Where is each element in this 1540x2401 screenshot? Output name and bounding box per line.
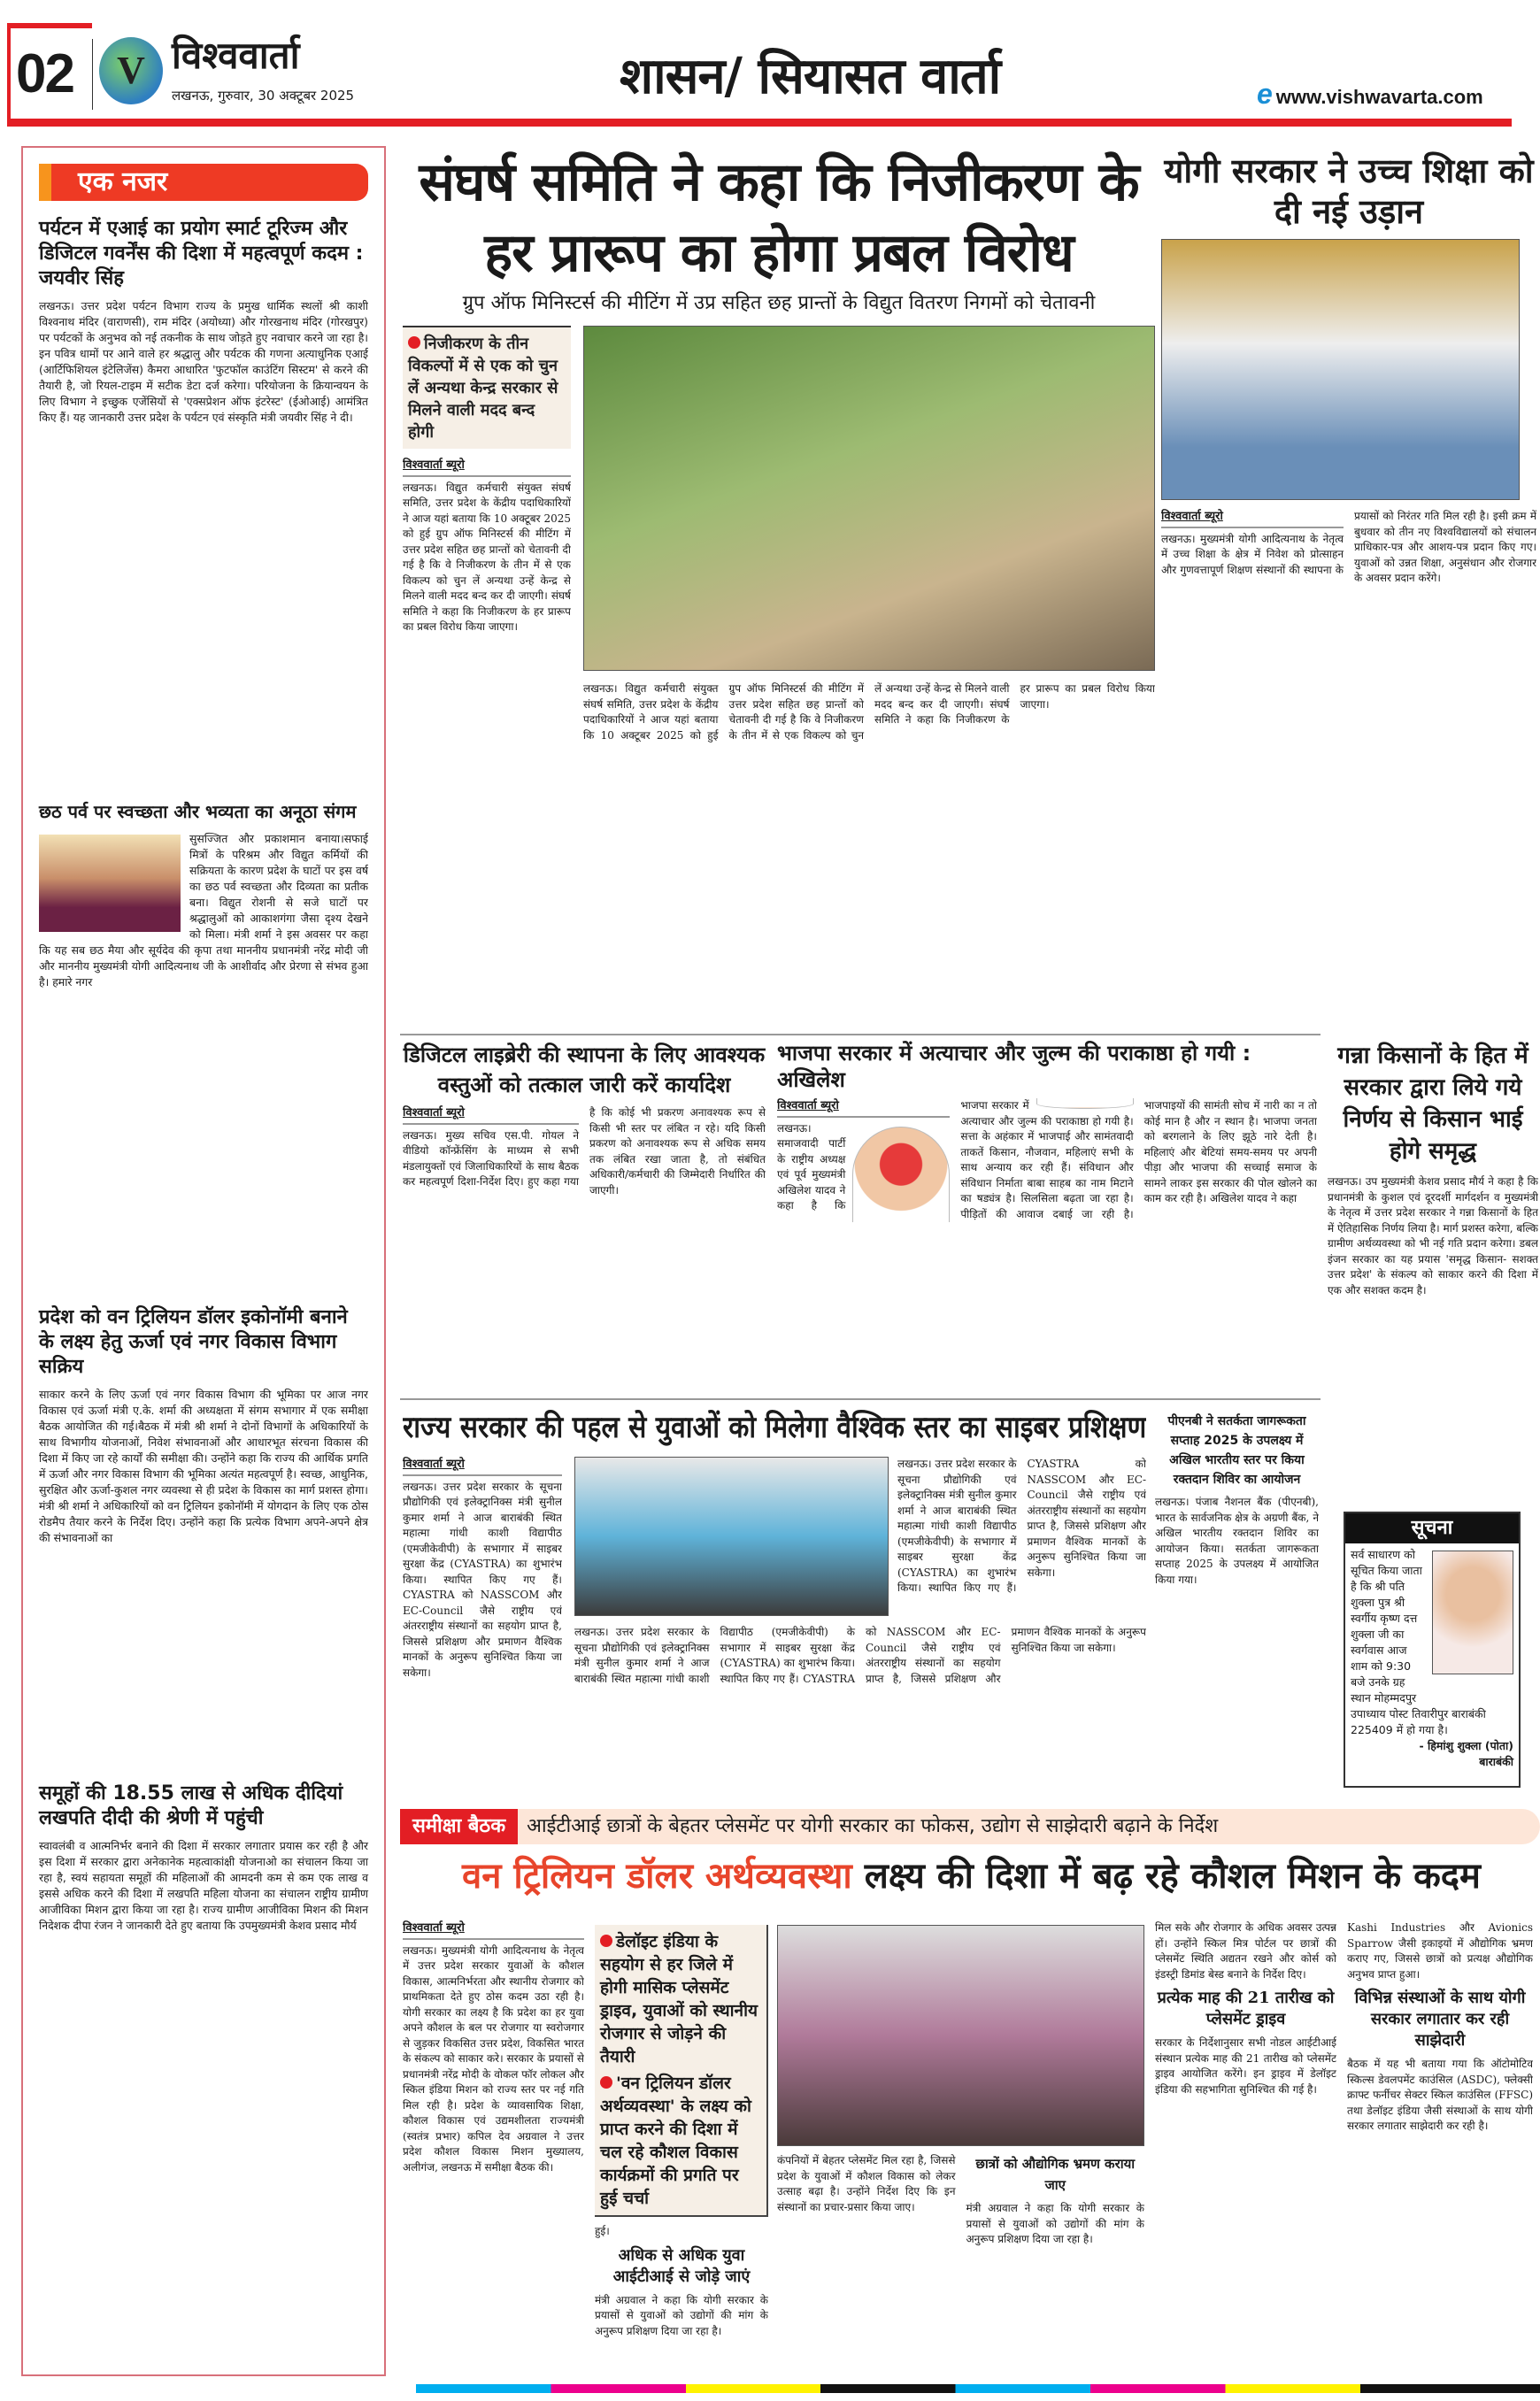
bullet-icon	[600, 2076, 612, 2089]
browser-e-icon: e	[1257, 78, 1273, 110]
article-body: लखनऊ। पंजाब नैशनल बैंक (पीएनबी), भारत के सार्वजनिक क्षेत्र के अग्रणी बैंक, ने अखिल भारतीय रक्तदान शिविर का आयोजन किया। सतर्कता जागरूकता सप्ताह 2025 के उपलक्ष्य में आयोजित किया गया।	[1155, 1496, 1319, 1586]
article-body: लखनऊ। उत्तर प्रदेश पर्यटन विभाग राज्य के प्रमुख धार्मिक स्थलों श्री काशी विश्वनाथ मंदिर (वाराणसी), राम मंदिर (अयोध्या) और गोरखनाथ मंदिर (गोरखपुर) पर पर्यटकों के अनुभव को नई तकनीक के साथ जोड़ते हुए नवाचार करने जा रहा है। इन पवित्र धामों पर आने वाले हर श्रद्धालु और पर्यटक की गणना अत्याधुनिक एआई (आर्टिफिशियल इंटेलिजेंस) कैमरा आधारित 'फुटफॉल काउंटिंग सिस्टम' से करने की तैयारी है, जो रियल-टाइम में सटीक डेटा दर्ज करेगा। परियोजना के क्रियान्वयन के लिए विभाग ने इच्छुक एजेंसियों से 'एक्सप्रेशन ऑफ इंटरेस्ट' (ईओआई) आमंत्रित किए हैं। यह जानकारी उत्तर प्रदेश के पर्यटन एवं संस्कृति मंत्री जयवीर सिंह ने दी।	[39, 299, 368, 424]
notice-place: बाराबंकी	[1479, 1755, 1513, 1768]
byline: विश्ववार्ता ब्यूरो	[403, 1457, 562, 1476]
yogi-story	[1161, 509, 1536, 1030]
subheading: अधिक से अधिक युवा आईटीआई से जोड़े जाएं	[612, 2245, 751, 2286]
article-body: लखनऊ। मुख्य सचिव एस.पी. गोयल ने वीडियो कॉन्फ्रेंसिंग के माध्यम से सभी मंडलायुक्तों एवं जिलाधिकारियों के साथ बैठक कर महत्वपूर्ण दिशा-निर्देश दिए। हुए कहा गया है कि कोई भी प्रकरण अनावश्यक रूप से किसी भी स्तर पर लंबित न रहे। यदि किसी प्रकरण को अनावश्यक रूप से अधिक समय तक लंबित रखा जाता है, तो संबंधित अधिकारी/कर्मचारी की जिम्मेदारी निर्धारित की जाएगी।	[403, 1106, 766, 1197]
logo-globe-icon: V	[99, 37, 163, 104]
article-body: हुई।	[595, 2225, 610, 2237]
ceremony-photo	[1161, 239, 1520, 500]
article-headline: पर्यटन में एआई का प्रयोग स्मार्ट टूरिज्म और डिजिटल गवर्नेंस की दिशा में महत्वपूर्ण कदम : जयवीर सिंह	[39, 218, 364, 289]
ek-nazar-column	[21, 146, 386, 2376]
byline: विश्ववार्ता ब्यूरो	[777, 1098, 950, 1118]
article-body: Kashi Industries और Avionics Sparrow जैसी इकाइयों में औद्योगिक भ्रमण कराए गए, जिससे छात्रों को प्रत्यक्ष औद्योगिक अनुभव प्राप्त हुआ।	[1347, 1921, 1533, 1981]
banner-text: आईटीआई छात्रों के बेहतर प्लेसमेंट पर योगी सरकार का फोकस, उद्योग से साझेदारी बढ़ाने के निर्देश	[527, 1815, 1219, 1837]
cyber-story-side	[897, 1457, 1146, 1616]
subheading: विभिन्न संस्थाओं के साथ योगी सरकार लगातार कर रही साझेदारी	[1354, 1989, 1526, 2050]
ek-nazar-tag: एक नजर	[39, 164, 368, 201]
ganna-story-block	[1328, 1040, 1538, 1504]
divider	[400, 1034, 1321, 1035]
main-headline: संघर्ष समिति ने कहा कि निजीकरण के हर प्रारूप का होगा प्रबल विरोध	[419, 151, 1139, 284]
notice-signature: - हिमांशु शुक्ला (पोता)	[1419, 1739, 1513, 1752]
yogi-headline: योगी सरकार ने उच्च शिक्षा को दी नई उड़ान	[1164, 151, 1534, 231]
bullet-icon	[408, 336, 420, 349]
main-story-col	[403, 458, 571, 1030]
akhilesh-headline: भाजपा सरकार में अत्याचार और जुल्म की पराकाष्ठा हो गयी : अखिलेश	[777, 1041, 1251, 1092]
article-body: लखनऊ। उत्तर प्रदेश सरकार के सूचना प्रौद्योगिकी एवं इलेक्ट्रानिक्स मंत्री सुनील कुमार शर्मा ने आज बाराबंकी स्थित महात्मा गांधी काशी विद्यापीठ (एमजीकेवीपी) के सभागार में साइबर सुरक्षा केंद्र (CYASTRA) का शुभारंभ किया। स्थापित किए गए हैं। CYASTRA को NASSCOM और EC-Council जैसे राष्ट्रीय एवं अंतरराष्ट्रीय संस्थानों का सहयोग प्राप्त है, जिससे प्रशिक्षण और प्रमाणन वैश्विक मानकों के अनुरूप सुनिश्चित किया जा सकेगा।	[403, 1480, 562, 1679]
article-body: सुसज्जित और प्रकाशमान बनाया।सफाई मित्रों के परिश्रम और विद्युत कर्मियों की सक्रियता के कारण प्रदेश के घाटों पर इस वर्ष का छठ पर्व स्वच्छता और दिव्यता का प्रतीक बना। विद्युत रोशनी से सजे घाटों पर श्रद्धालुओं को आकाशगंगा जैसा दृश्य देखने को मिला। मंत्री शर्मा ने इस अवसर पर कहा कि यह सब छठ मैया और सूर्यदेव की कृपा तथा माननीय प्रधानमंत्री नरेंद्र मोदी जी और माननीय मुख्यमंत्री योगी आदित्यनाथ जी के आशीर्वाद और प्रेरणा से संभव हुआ है। हमारे नगर	[39, 832, 368, 989]
header-red-bar	[7, 119, 1512, 127]
library-headline: डिजिटल लाइब्रेरी की स्थापना के लिए आवश्यक वस्तुओं को तत्काल जारी करें कार्यादेश	[403, 1043, 766, 1097]
byline: विश्ववार्ता ब्यूरो	[403, 1105, 579, 1125]
notice-body: उपाध्याय पोस्ट तिवारीपुर बाराबंकी 225409 में हो गया है।	[1351, 1707, 1486, 1736]
article-body: लखनऊ। उत्तर प्रदेश सरकार के सूचना प्रौद्योगिकी एवं इलेक्ट्रानिक्स मंत्री सुनील कुमार शर्मा ने आज बाराबंकी स्थित महात्मा गांधी काशी विद्यापीठ (एमजीकेवीपी) के सभागार में साइबर सुरक्षा केंद्र (CYASTRA) का शुभारंभ किया। स्थापित किए गए हैं। CYASTRA को NASSCOM और EC-Council जैसे राष्ट्रीय एवं अंतरराष्ट्रीय संस्थानों का सहयोग प्राप्त है, जिससे प्रशिक्षण और प्रमाणन वैश्विक मानकों के अनुरूप सुनिश्चित किया जा सकेगा।	[574, 1626, 1146, 1685]
pull-quote-text: डेलॉइट इंडिया के सहयोग से हर जिले में होगी मासिक प्लेसमेंट ड्राइव, युवाओं को स्थानीय रोजगार से जोड़ने की तैयारी	[600, 1932, 758, 2066]
divider	[92, 39, 93, 110]
article-headline: छठ पर्व पर स्वच्छता और भव्यता का अनूठा संगम	[39, 801, 357, 822]
pull-quote-text: 'वन ट्रिलियन डॉलर अर्थव्यवस्था' के लक्ष्य को प्राप्त करने की दिशा में चल रहे कौशल विकास कार्यक्रमों की प्रगति पर हुई चर्चा	[600, 2074, 751, 2208]
main-subheadline: ग्रुप ऑफ मिनिस्टर्स की मीटिंग में उप्र सहित छह प्रान्तों के विद्युत वितरण निगमों को चेतावनी	[462, 292, 1096, 314]
header-frame	[7, 23, 14, 122]
article-body: कंपनियों में बेहतर प्लेसमेंट मिल रहा है, जिससे प्रदेश के युवाओं में कौशल विकास को लेकर उत्साह बढ़ा है। उन्होंने निर्देश दिए कि इन संस्थानों का प्रचार-प्रसार किया जाए।	[777, 2154, 956, 2213]
skill-story-col2	[595, 2224, 768, 2381]
byline: विश्ववार्ता ब्यूरो	[403, 458, 571, 477]
cyber-story-cols	[574, 1625, 1146, 1801]
article-body: लखनऊ। विद्युत कर्मचारी संयुक्त संघर्ष समिति, उत्तर प्रदेश के केंद्रीय पदाधिकारियों ने आज यहां बताया कि 10 अक्टूबर 2025 को हुई ग्रुप ऑफ मिनिस्टर्स की मीटिंग में उत्तर प्रदेश सहित छह प्रान्तों को चेतावनी दी गई है कि वे निजीकरण के तीन में से एक विकल्प को चुन लें अन्यथा उन्हें केन्द्र से मिलने वाली मदद बन्द कर दी जाएगी। संघर्ष समिति ने कहा कि निजीकरण के हर प्रारूप का प्रबल विरोध किया जाएगा।	[403, 481, 571, 633]
meeting-photo	[777, 1925, 1144, 2146]
byline: विश्ववार्ता ब्यूरो	[403, 1920, 584, 1940]
article-body: लखनऊ। मुख्यमंत्री योगी आदित्यनाथ के नेतृत्व में उच्च शिक्षा के क्षेत्र में निवेश को प्रोत्साहन और गुणवत्तापूर्ण शिक्षण संस्थानों की स्थापना के प्रयासों को निरंतर गति मिल रही है। इसी क्रम में बुधवार को तीन नए विश्वविद्यालयों को संचालन प्राधिकार-पत्र और आशय-पत्र प्रदान किए गए। युवाओं को उन्नत शिक्षा, अनुसंधान और रोजगार के अवसर प्रदान करेंगे।	[1161, 510, 1536, 584]
cyber-story-body	[403, 1457, 1146, 1801]
banner-tag: समीक्षा बैठक	[400, 1809, 518, 1844]
newspaper-title: विश्ववार्ता	[172, 34, 300, 77]
pull-quote	[403, 326, 571, 449]
article-body: सरकार के निर्देशानुसार सभी नोडल आईटीआई संस्थान प्रत्येक माह की 21 तारीख को प्लेसमेंट ड्राइव आयोजित करेंगे। इन ड्राइव में डेलॉइट इंडिया की सहभागिता सुनिश्चित की गई है।	[1155, 2036, 1336, 2096]
article-body: मंत्री अग्रवाल ने कहा कि योगी सरकार के प्रयासों से युवाओं को उद्योगों की मांग के अनुरूप प्रशिक्षण दिया जा रहा है।	[966, 2202, 1144, 2245]
akhilesh-story	[777, 1098, 1317, 1392]
article-body: लखनऊ। विद्युत कर्मचारी संयुक्त संघर्ष समिति, उत्तर प्रदेश के केंद्रीय पदाधिकारियों ने आज यहां बताया कि 10 अक्टूबर 2025 को हुई ग्रुप ऑफ मिनिस्टर्स की मीटिंग में उत्तर प्रदेश सहित छह प्रान्तों को चेतावनी दी गई है कि वे निजीकरण के तीन में से एक विकल्प को चुन लें अन्यथा उन्हें केन्द्र से मिलने वाली मदद बन्द कर दी जाएगी। संघर्ष समिति ने कहा कि निजीकरण के हर प्रारूप का प्रबल विरोध किया जाएगा।	[583, 682, 1155, 742]
skill-story-col4	[1155, 1920, 1336, 2381]
skill-story-col5	[1347, 1920, 1533, 2381]
yogi-story-block	[1161, 150, 1536, 1030]
article-body: मंत्री अग्रवाल ने कहा कि योगी सरकार के प्रयासों से युवाओं को उद्योगों की मांग के अनुरूप प्रशिक्षण दिया जा रहा है।	[595, 2293, 768, 2337]
article-body: लखनऊ। उत्तर प्रदेश सरकार के सूचना प्रौद्योगिकी एवं इलेक्ट्रानिक्स मंत्री सुनील कुमार शर्मा ने आज बाराबंकी स्थित महात्मा गांधी काशी विद्यापीठ (एमजीकेवीपी) के सभागार में साइबर सुरक्षा केंद्र (CYASTRA) का शुभारंभ किया। स्थापित किए गए हैं। CYASTRA को NASSCOM और EC-Council जैसे राष्ट्रीय एवं अंतरराष्ट्रीय संस्थानों का सहयोग प्राप्त है, जिससे प्रशिक्षण और प्रमाणन वैश्विक मानकों के अनुरूप सुनिश्चित किया जा सकेगा।	[897, 1458, 1146, 1594]
protest-photo	[583, 326, 1155, 671]
pnb-story	[1155, 1495, 1319, 1801]
main-story-cols	[583, 681, 1155, 1030]
article-body: साकार करने के लिए ऊर्जा एवं नगर विकास विभाग की भूमिका पर आज नगर विकास एवं ऊर्जा मंत्री ए.के. शर्मा की अध्यक्षता में संगम सभागार में एक समीक्षा बैठक आयोजित की गई।बैठक में मंत्री श्री शर्मा ने दोनों विभागों के अधिकारियों के साथ विभागीय योजनाओं, निवेश संभावनाओं और आधारभूत संरचना विकास की दिशा में किए जा रहे कार्यों की समीक्षा की। उन्होंने कहा कि राज्य की आर्थिक प्रगति में ऊर्जा और नगर विकास विभाग की भूमिका अत्यंत महत्वपूर्ण है। स्वच्छ, आधुनिक, सुरक्षित और ऊर्जा-कुशल नगर व्यवस्था से ही प्रदेश के विकास का मार्ग प्रशस्त होगा। मंत्री श्री शर्मा ने अधिकारियों को वन ट्रिलियन इकोनॉमी में योगदान के लिए एक ठोस रोडमैप तैयार करने के निर्देश दिए। उन्होंने कहा कि प्रत्येक विभाग अपने-अपने क्षेत्र की संभावनाओं का	[39, 1388, 368, 1544]
article-body: मिल सके और रोजगार के अधिक अवसर उत्पन्न हों। उन्होंने स्किल मित्र पोर्टल पर छात्रों की प्लेसमेंट स्थिति अद्यतन रखने और कोर्स को इंडस्ट्री डिमांड बेस्ड बनाने के निर्देश दिए।	[1155, 1921, 1336, 1981]
skill-story-col3	[777, 2153, 1144, 2381]
library-story-block	[403, 1040, 766, 1392]
skill-story-col2-block	[595, 1925, 768, 2381]
ganna-headline: गन्ना किसानों के हित में सरकार द्वारा लिये गये निर्णय से किसान भाई होगे समृद्ध	[1337, 1043, 1528, 1165]
pull-quote-box	[595, 1925, 768, 2217]
print-color-bar	[416, 2384, 1540, 2393]
headline-highlight: वन ट्रिलियन डॉलर अर्थव्यवस्था	[462, 1856, 852, 1897]
library-story	[403, 1105, 766, 1392]
article-body: स्वावलंबी व आत्मनिर्भर बनाने की दिशा में सरकार लगातार प्रयास कर रही है और इस दिशा में सरकार द्वारा अनेकानेक महत्वाकांक्षी योजनाओ का संचालन किया जा रहा है, स्वयं सहायता समूहों की महिलाओं की आमदनी कम से कम एक लाख व इससे अधिक करने की दिशा में लखपति महिला योजना का संचालन राष्ट्रीय ग्रामीण आजीविका मिशन द्वारा किया जा रहा है। राज्य ग्रामीण आजीविका मिशन की मिशन निदेशक दीपा रंजन ने जानकारी देते हुए बताया कि उपमुख्यमंत्री केशव प्रसाद मौर्य	[39, 1839, 368, 1932]
website-text: www.vishwavarta.com	[1275, 86, 1483, 108]
page-number: 02	[16, 43, 73, 104]
cyber-headline: राज्य सरकार की पहल से युवाओं को मिलेगा वैश्विक स्तर का साइबर प्रशिक्षण	[403, 1410, 1146, 1445]
headline-rest: लक्ष्य की दिशा में बढ़ रहे कौशल मिशन के कदम	[864, 1856, 1481, 1897]
header-frame-top	[7, 23, 92, 28]
article-body: लखनऊ। समाजवादी पार्टी के राष्ट्रीय अध्यक्ष एवं पूर्व मुख्यमंत्री अखिलेश यादव ने कहा है कि भाजपा सरकार में अत्याचार और जुल्म की पराकाष्ठा हो गयी है। सत्ता के अहंकार में भाजपाई और सामंतवादी ताकतें किसान, नौजवान, महिलाएं सभी के साथ अन्याय कर रही हैं। संविधान और संविधान निर्माता बाबा साहब का नाम मिटाने का षड्यंत्र है। सिलसिला बढ़ता जा रहा है। पीड़ितों की आवाज दबाई जा रही है। भाजपाइयों की सामंती सोच में नारी का न तो कोई मान है और न स्थान है। भाजपा जनता को बरगलाने के लिए झूठे नारे देती है। महिलाएं और बेटियां समय-समय पर अपनी पीड़ा और भाजपा की सच्चाई समाज के सामने लाकर इस सरकार की पोल खोलने का काम कर रही है। अखिलेश यादव ने कहा	[777, 1099, 1317, 1220]
bottom-headline	[403, 1851, 1540, 1901]
dateline: लखनऊ, गुरुवार, 30 अक्टूबर 2025	[172, 88, 355, 104]
subheading: प्रत्येक माह की 21 तारीख को प्लेसमेंट ड्राइव	[1157, 1989, 1335, 2028]
main-story-body	[403, 326, 1155, 1030]
article-body: लखनऊ। मुख्यमंत्री योगी आदित्यनाथ के नेतृत्व में उत्तर प्रदेश सरकार युवाओं के कौशल विकास, आत्मनिर्भरता और स्थानीय रोजगार को प्राथमिकता देते हुए ठोस कदम उठा रही है। योगी सरकार का लक्ष्य है कि प्रदेश का हर युवा अपने कौशल के बल पर रोजगार या स्वरोजगार से जुड़कर विकसित उत्तर प्रदेश, विकसित भारत के संकल्प को साकार करे। सरकार के प्रयासों से प्रधानमंत्री नरेंद्र मोदी के वोकल फॉर लोकल और स्किल इंडिया मिशन को राज्य स्तर पर नई गति मिल रही है। प्रदेश के व्यावसायिक शिक्षा, कौशल विकास एवं उद्यमशीलता राज्यमंत्री (स्वतंत्र प्रभार) कपिल देव अग्रवाल ने उत्तर प्रदेश कौशल विकास मिशन मुख्यालय, अलीगंज, लखनऊ में समीक्षा बैठक की।	[403, 1943, 584, 2174]
minister-photo	[39, 835, 181, 932]
portrait-photo	[1432, 1551, 1513, 1674]
cyber-story	[403, 1457, 562, 1801]
notice-title: सूचना	[1345, 1513, 1519, 1543]
subheading: छात्रों को औद्योगिक भ्रमण कराया जाए	[975, 2156, 1136, 2193]
ganna-story	[1328, 1174, 1538, 1504]
obituary-notice	[1344, 1512, 1521, 1788]
akhilesh-story-block	[777, 1040, 1317, 1392]
review-banner	[400, 1809, 1540, 1844]
main-story	[403, 147, 1155, 1030]
website-link[interactable]	[1257, 78, 1483, 111]
byline: विश्ववार्ता ब्यूरो	[1161, 509, 1344, 528]
notice-body: सर्व साधारण को सूचित किया जाता है कि श्री पति शुक्ला पुत्र श्री स्वर्गीय कृष्ण दत्त शुक्ला जी का स्वर्गवास आज शाम को 9:30 बजे उनके ग्रह स्थान मोहम्मदपुर	[1351, 1548, 1422, 1705]
skill-story-col3-block	[777, 1925, 1144, 2381]
article-body: लखनऊ। उप मुख्यमंत्री केशव प्रसाद मौर्य ने कहा है कि प्रधानमंत्री के कुशल एवं दूरदर्शी मार्गदर्शन व मुख्यमंत्री के नेतृत्व में उत्तर प्रदेश सरकार ने गन्ना किसानों के हित में ऐतिहासिक निर्णय लिया है। मार्ग प्रशस्त करेगा, बल्कि ग्रामीण अर्थव्यवस्था को भी नई गति प्रदान करेगा। डबल इंजन सरकार का यह प्रयास 'समृद्ध किसान- सशक्त उत्तर प्रदेश' के संकल्प को साकार करने की दिशा में एक और सशक्त कदम है।	[1328, 1175, 1538, 1297]
section-title: शासन/ सियासत वार्ता	[620, 48, 1001, 105]
divider	[400, 1398, 1321, 1400]
pnb-story-block	[1155, 1412, 1319, 1801]
cyber-story-block	[403, 1407, 1146, 1801]
article-body: बैठक में यह भी बताया गया कि ऑटोमोटिव स्किल्स डेवलपमेंट काउंसिल (ASDC), फ्लेक्सी क्राफ्ट फर्नीचर सेक्टर स्किल काउंसिल (FFSC) तथा डेलॉइट इंडिया जैसी संस्थाओं के साथ योगी सरकार लगातार साझेदारी कर रही है।	[1347, 2058, 1533, 2132]
article-headline: समूहों की 18.55 लाख से अधिक दीदियां लखपति दीदी की श्रेणी में पहुंची	[39, 1782, 343, 1829]
article-headline: प्रदेश को वन ट्रिलियन डॉलर इकोनॉमी बनाने के लक्ष्य हेतु ऊर्जा एवं नगर विकास विभाग सक्रिय	[39, 1306, 348, 1378]
bullet-icon	[600, 1935, 612, 1947]
cyber-event-photo	[574, 1457, 889, 1616]
pull-quote-text: निजीकरण के तीन विकल्पों में से एक को चुन लें अन्यथा केन्द्र सरकार से मिलने वाली मदद बन्द होगी	[408, 335, 558, 442]
pnb-headline: पीएनबी ने सतर्कता जागरूकता सप्ताह 2025 के उपलक्ष्य में अखिल भारतीय स्तर पर किया रक्तदान शिविर का आयोजन	[1167, 1414, 1306, 1487]
skill-story-col1	[403, 1920, 584, 2381]
